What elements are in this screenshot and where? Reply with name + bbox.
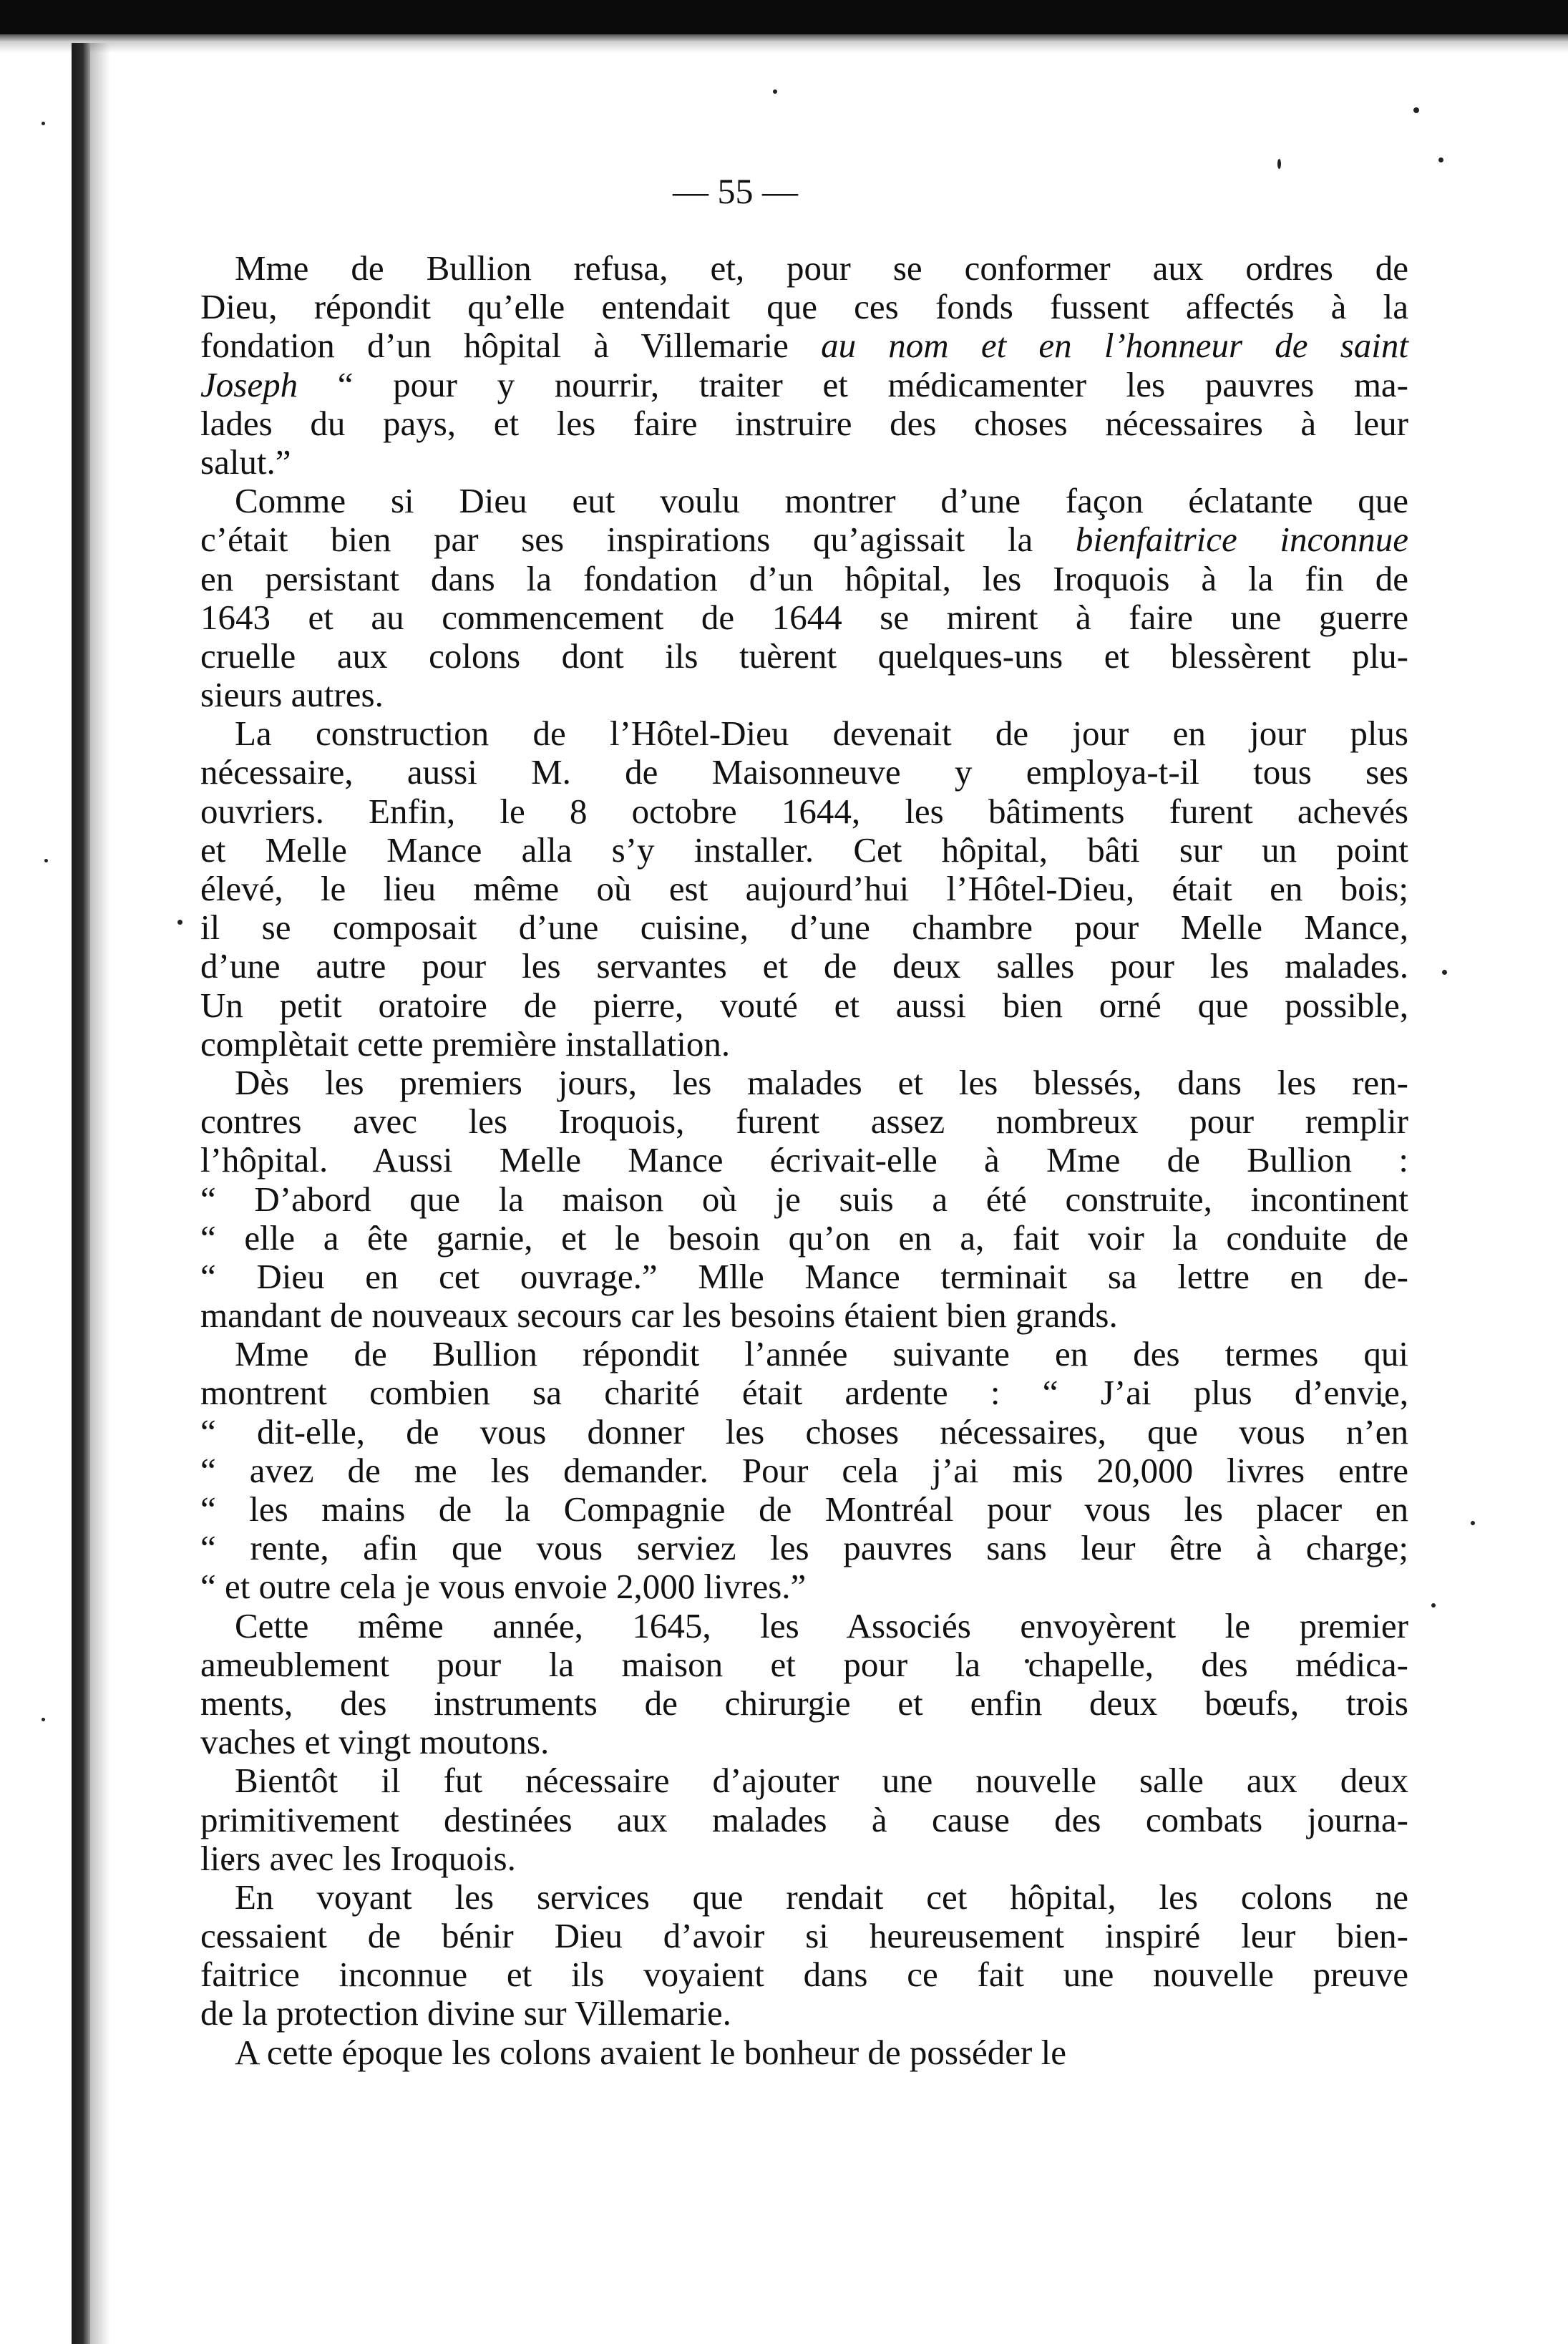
text-run: Bientôt il fut nécessaire d’ajouter une nouvelle salle aux deux (235, 1761, 1408, 1801)
scan-speck (42, 122, 45, 125)
text-run: “ avez de me les demander. Pour cela j’ai mis 20,000 livres entre (200, 1450, 1408, 1490)
text-run: liers avec les Iroquois. (200, 1838, 516, 1878)
text-line (200, 1567, 1408, 1606)
paragraph (200, 1607, 1408, 1762)
text-line (200, 1761, 1408, 1800)
text-run: Dès les premiers jours, les malades et les blessés, dans les ren- (235, 1062, 1408, 1102)
scan-speck (1438, 157, 1443, 162)
text-run: complètait cette première installation. (200, 1023, 731, 1064)
text-line (200, 366, 1408, 404)
text-run: “ les mains de la Compagnie de Montréal pour vous les placer en (200, 1489, 1408, 1529)
text-line (200, 1955, 1408, 1994)
text-line (200, 1025, 1408, 1064)
text-run: Cette même année, 1645, les Associés envoyèrent le premier (235, 1605, 1408, 1645)
scan-speck (177, 920, 182, 925)
text-run: de la protection divine sur Villemarie. (200, 1993, 731, 2033)
text-line (200, 1102, 1408, 1141)
italic-text: bienfaitrice inconnue (1075, 520, 1408, 560)
text-run: “ elle a ête garnie, et le besoin qu’on en a, fait voir la conduite de (200, 1217, 1408, 1258)
text-run: ouvriers. Enfin, le 8 octobre 1644, les bâtiments furent achevés (200, 791, 1408, 831)
text-run: salut.” (200, 442, 291, 482)
page-number: — 55 — (673, 171, 798, 211)
text-line (200, 1839, 1408, 1878)
text-run: “ et outre cela je vous envoie 2,000 livres.” (200, 1567, 807, 1607)
text-line (200, 482, 1408, 520)
paragraph (200, 1064, 1408, 1335)
text-line (200, 1723, 1408, 1761)
paragraph (200, 1335, 1408, 1606)
text-line (200, 1064, 1408, 1102)
text-line (200, 714, 1408, 753)
text-run: nécessaire, aussi M. de Maisonneuve y employa-t-il tous ses (200, 752, 1408, 792)
scan-speck (1471, 1521, 1475, 1525)
text-line (200, 947, 1408, 986)
text-line (200, 676, 1408, 714)
text-line (200, 986, 1408, 1025)
paragraph (200, 714, 1408, 1064)
text-run: cessaient de bénir Dieu d’avoir si heureusement inspiré leur bien- (200, 1916, 1408, 1956)
text-run: En voyant les services que rendait cet hôpital, les colons ne (235, 1877, 1408, 1917)
text-line (200, 326, 1408, 365)
text-line (200, 753, 1408, 792)
text-line (200, 831, 1408, 870)
text-line (200, 1607, 1408, 1645)
text-run: 1643 et au commencement de 1644 se mirent à faire une guerre (200, 597, 1408, 637)
text-line (200, 792, 1408, 831)
scan-speck (1431, 1603, 1436, 1608)
text-run: l’hôpital. Aussi Melle Mance écrivait-elle à Mme de Bullion : (200, 1140, 1408, 1180)
text-line (200, 1994, 1408, 2033)
text-run: montrent combien sa charité était ardente : “ J’ai plus d’envie, (200, 1373, 1408, 1413)
paragraph (200, 2033, 1408, 2072)
text-run: ameublement pour la maison et pour la chapelle, des médica- (200, 1644, 1408, 1684)
text-run: “ D’abord que la maison où je suis a été construite, incontinent (200, 1179, 1408, 1219)
text-run: contres avec les Iroquois, furent assez nombreux pour remplir (200, 1102, 1408, 1142)
text-line (200, 1219, 1408, 1258)
text-run: “ pour y nourrir, traiter et médicamenter les pauvres ma- (298, 364, 1408, 404)
text-line (200, 520, 1408, 559)
text-run: primitivement destinées aux malades à cause des combats journa- (200, 1799, 1408, 1839)
paragraph (200, 249, 1408, 482)
text-line (200, 1684, 1408, 1723)
book-spine-shadow (90, 43, 110, 2344)
text-line (200, 637, 1408, 676)
text-run: vaches et vingt moutons. (200, 1722, 550, 1762)
text-run: La construction de l’Hôtel-Dieu devenait de jour en jour plus (235, 714, 1408, 754)
text-run: en persistant dans la fondation d’un hôpital, les Iroquois à la fin de (200, 558, 1408, 598)
text-line (200, 1529, 1408, 1567)
text-run: c’était bien par ses inspirations qu’agissait la (200, 520, 1076, 560)
text-line (200, 1878, 1408, 1917)
scan-speck (1413, 107, 1419, 113)
text-run: Comme si Dieu eut voulu montrer d’une façon éclatante que (235, 481, 1408, 521)
scan-top-shadow (0, 34, 1568, 53)
text-run: Un petit oratoire de pierre, vouté et aussi bien orné que possible, (200, 985, 1408, 1025)
text-line (200, 1335, 1408, 1373)
text-line (200, 443, 1408, 482)
text-line (200, 1490, 1408, 1529)
text-run: “ rente, afin que vous serviez les pauvres sans leur être à charge; (200, 1528, 1408, 1568)
text-line (200, 1296, 1408, 1335)
text-run: Dieu, répondit qu’elle entendait que ces fonds fussent affectés à la (200, 287, 1408, 327)
book-spine-edge (72, 43, 90, 2344)
text-line (200, 1373, 1408, 1412)
text-line (200, 288, 1408, 326)
scan-speck (773, 89, 777, 94)
text-line (200, 249, 1408, 288)
text-run: et Melle Mance alla s’y installer. Cet hôpital, bâti sur un point (200, 830, 1408, 870)
text-run: lades du pays, et les faire instruire des choses nécessaires à leur (200, 403, 1408, 443)
text-run: faitrice inconnue et ils voyaient dans ce fait une nouvelle preuve (200, 1955, 1408, 1995)
text-run: élevé, le lieu même où est aujourd’hui l’Hôtel-Dieu, était en bois; (200, 869, 1408, 908)
text-line (200, 560, 1408, 598)
italic-text: Joseph (200, 364, 298, 404)
text-run: il se composait d’une cuisine, d’une chambre pour Melle Mance, (200, 908, 1408, 948)
text-run: A cette époque les colons avaient le bonheur de posséder le (235, 2032, 1066, 2072)
scan-speck (1277, 159, 1281, 169)
text-run: “ dit-elle, de vous donner les choses nécessaires, que vous n’en (200, 1411, 1408, 1451)
scan-speck (44, 859, 48, 862)
text-line (200, 404, 1408, 443)
text-line (200, 1180, 1408, 1219)
text-run: sieurs autres. (200, 675, 384, 715)
text-line (200, 1801, 1408, 1839)
text-run: “ Dieu en cet ouvrage.” Mlle Mance terminait sa lettre en de- (200, 1256, 1408, 1296)
text-line (200, 1413, 1408, 1451)
text-line (200, 1141, 1408, 1180)
text-line (200, 1645, 1408, 1684)
text-run: mandant de nouveaux secours car les besoins étaient bien grands. (200, 1295, 1118, 1336)
text-line (200, 598, 1408, 637)
text-run: d’une autre pour les servantes et de deux salles pour les malades. (200, 946, 1408, 986)
text-run: cruelle aux colons dont ils tuèrent quelques-uns et blessèrent plu- (200, 636, 1408, 676)
scan-speck (1442, 970, 1447, 975)
italic-text: au nom et en l’honneur de saint (821, 326, 1408, 366)
paragraph (200, 1761, 1408, 1878)
text-run: Mme de Bullion répondit l’année suivante en des termes qui (235, 1334, 1408, 1374)
text-line (200, 1917, 1408, 1955)
text-line (200, 908, 1408, 947)
text-run: Mme de Bullion refusa, et, pour se conformer aux ordres de (235, 248, 1408, 288)
text-line (200, 1451, 1408, 1490)
text-run: ments, des instruments de chirurgie et enfin deux bœufs, trois (200, 1683, 1408, 1723)
text-run: fondation d’un hôpital à Villemarie (200, 326, 822, 366)
text-line (200, 1258, 1408, 1296)
paragraph (200, 482, 1408, 714)
text-line (200, 2033, 1408, 2072)
body-text (200, 249, 1408, 2072)
paragraph (200, 1878, 1408, 2033)
text-line (200, 870, 1408, 908)
scan-top-border (0, 0, 1568, 34)
scan-speck (42, 1718, 45, 1721)
